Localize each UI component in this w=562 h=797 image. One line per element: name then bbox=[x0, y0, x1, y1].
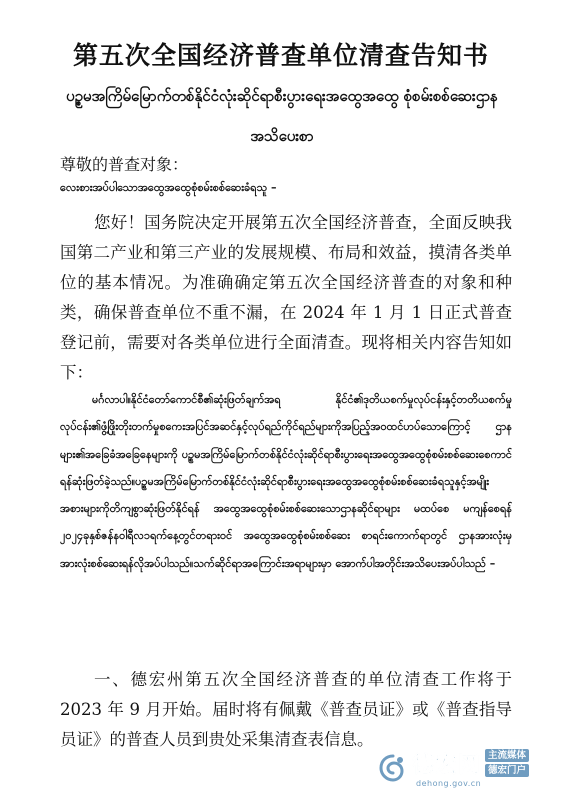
watermark-row bbox=[412, 748, 529, 779]
site-watermark bbox=[378, 738, 562, 797]
watermark-text-block bbox=[412, 748, 529, 788]
paragraph-item-one-chinese: 一、德宏州第五次全国经济普查的单位清查工作将于 2023 年 9 月开始。届时将有佩戴《普查员证》或《普查指导员证》的普查人员到贵处采集清查表信息。 bbox=[60, 670, 512, 749]
watermark-domain: dehong.gov.cn bbox=[416, 778, 482, 788]
watermark-brand: 德宏网 bbox=[412, 752, 482, 778]
paragraph-intro-chinese: 您好！国务院决定开展第五次全国经济普查，全面反映我国第二产业和第三产业的发展规模、布局和效益，摸清各类单位的基本情况。为准确确定第五次全国经济普查的对象和种类，确保普查单位不重不漏，在 2024 年 1 月 1 日正式普查登记前，需要对各类单位进行全面清查。现将相关内容告知如下： bbox=[60, 213, 512, 382]
watermark-tag-media: 主流媒体 bbox=[485, 749, 529, 762]
salutation-myanmar: လေးစားအပ်ပါသောအထွေအထွေစုံစမ်းစစ်ဆေးခံရသူ – bbox=[60, 181, 277, 194]
document-title-chinese: 第五次全国经济普查单位清查告知书 bbox=[72, 41, 489, 70]
salutation-chinese: 尊敬的普查对象： bbox=[60, 155, 189, 174]
paragraph-intro-myanmar: မင်္ဂလာပါ။နိုင်ငံတော်ကောင်စီ၏ဆုံးဖြတ်ချက်အရ နိုင်ငံ၏ဒုတိယစက်မှုလုပ်ငန်းနှင့်တတိယစက်မှုလုပ်ငန်း၏ဖွံ့ဖြိုးတိုးတက်မှုစကေးအပြင်အဆင်နှင့်လုပ်ရည်ကိုင်ရည်များကိုအပြည့်အဝထင်ဟပ်သောကြောင့် ဌာနများ၏အခြေခံအခြေနေများကို ပဉ္စမအကြိမ်မြောက်တစ်နိုင်ငံလုံးဆိုင်ရာစီးပွားရေးအထွေအထွေစုံစမ်းစစ်ဆေးစေကာင်ရန်ဆုံးဖြတ်ခဲ့သည်။ပဉ္စမအကြိမ်မြောက်တစ်နိုင်ငံလုံးဆိုင်ရာစီးပွားရေးအထွေအထွေစုံစမ်းစစ်ဆေးခံရသူနှင့်အမျိုးအစားများကိုတိကျစွာဆုံးဖြတ်နိုင်ရန် အထွေအထွေစုံစမ်းစစ်ဆေးသောဌာနဆိုင်ရာများ မထပ်စေ မကျန်စေရန် ၂၀၂၄ခုနှစ်ဇန်နဝါရီလ၁ရက်နေ့တွင်တရားဝင် အထွေအထွေစုံစမ်းစစ်ဆေး စာရင်းကောက်ရာတွင် ဌာနအားလုံးမှ အားလုံးစစ်ဆေးရန်လိုအပ်ပါသည်။သက်ဆိုင်ရာအကြောင်းအရာများမှာ အောက်ပါအတိုင်းအသိပေးအပ်ပါသည် – bbox=[60, 393, 512, 570]
watermark-tag-portal: 德宏门户 bbox=[485, 764, 529, 777]
swirl-logo-icon bbox=[378, 753, 408, 783]
document-title-myanmar: ပဉ္စမအကြိမ်မြောက်တစ်နိုင်ငံလုံးဆိုင်ရာစီးပွားရေးအထွေအထွေ စုံစမ်းစစ်ဆေးဌာန အသိပေးစာ bbox=[66, 87, 498, 145]
watermark-tags bbox=[485, 749, 529, 777]
